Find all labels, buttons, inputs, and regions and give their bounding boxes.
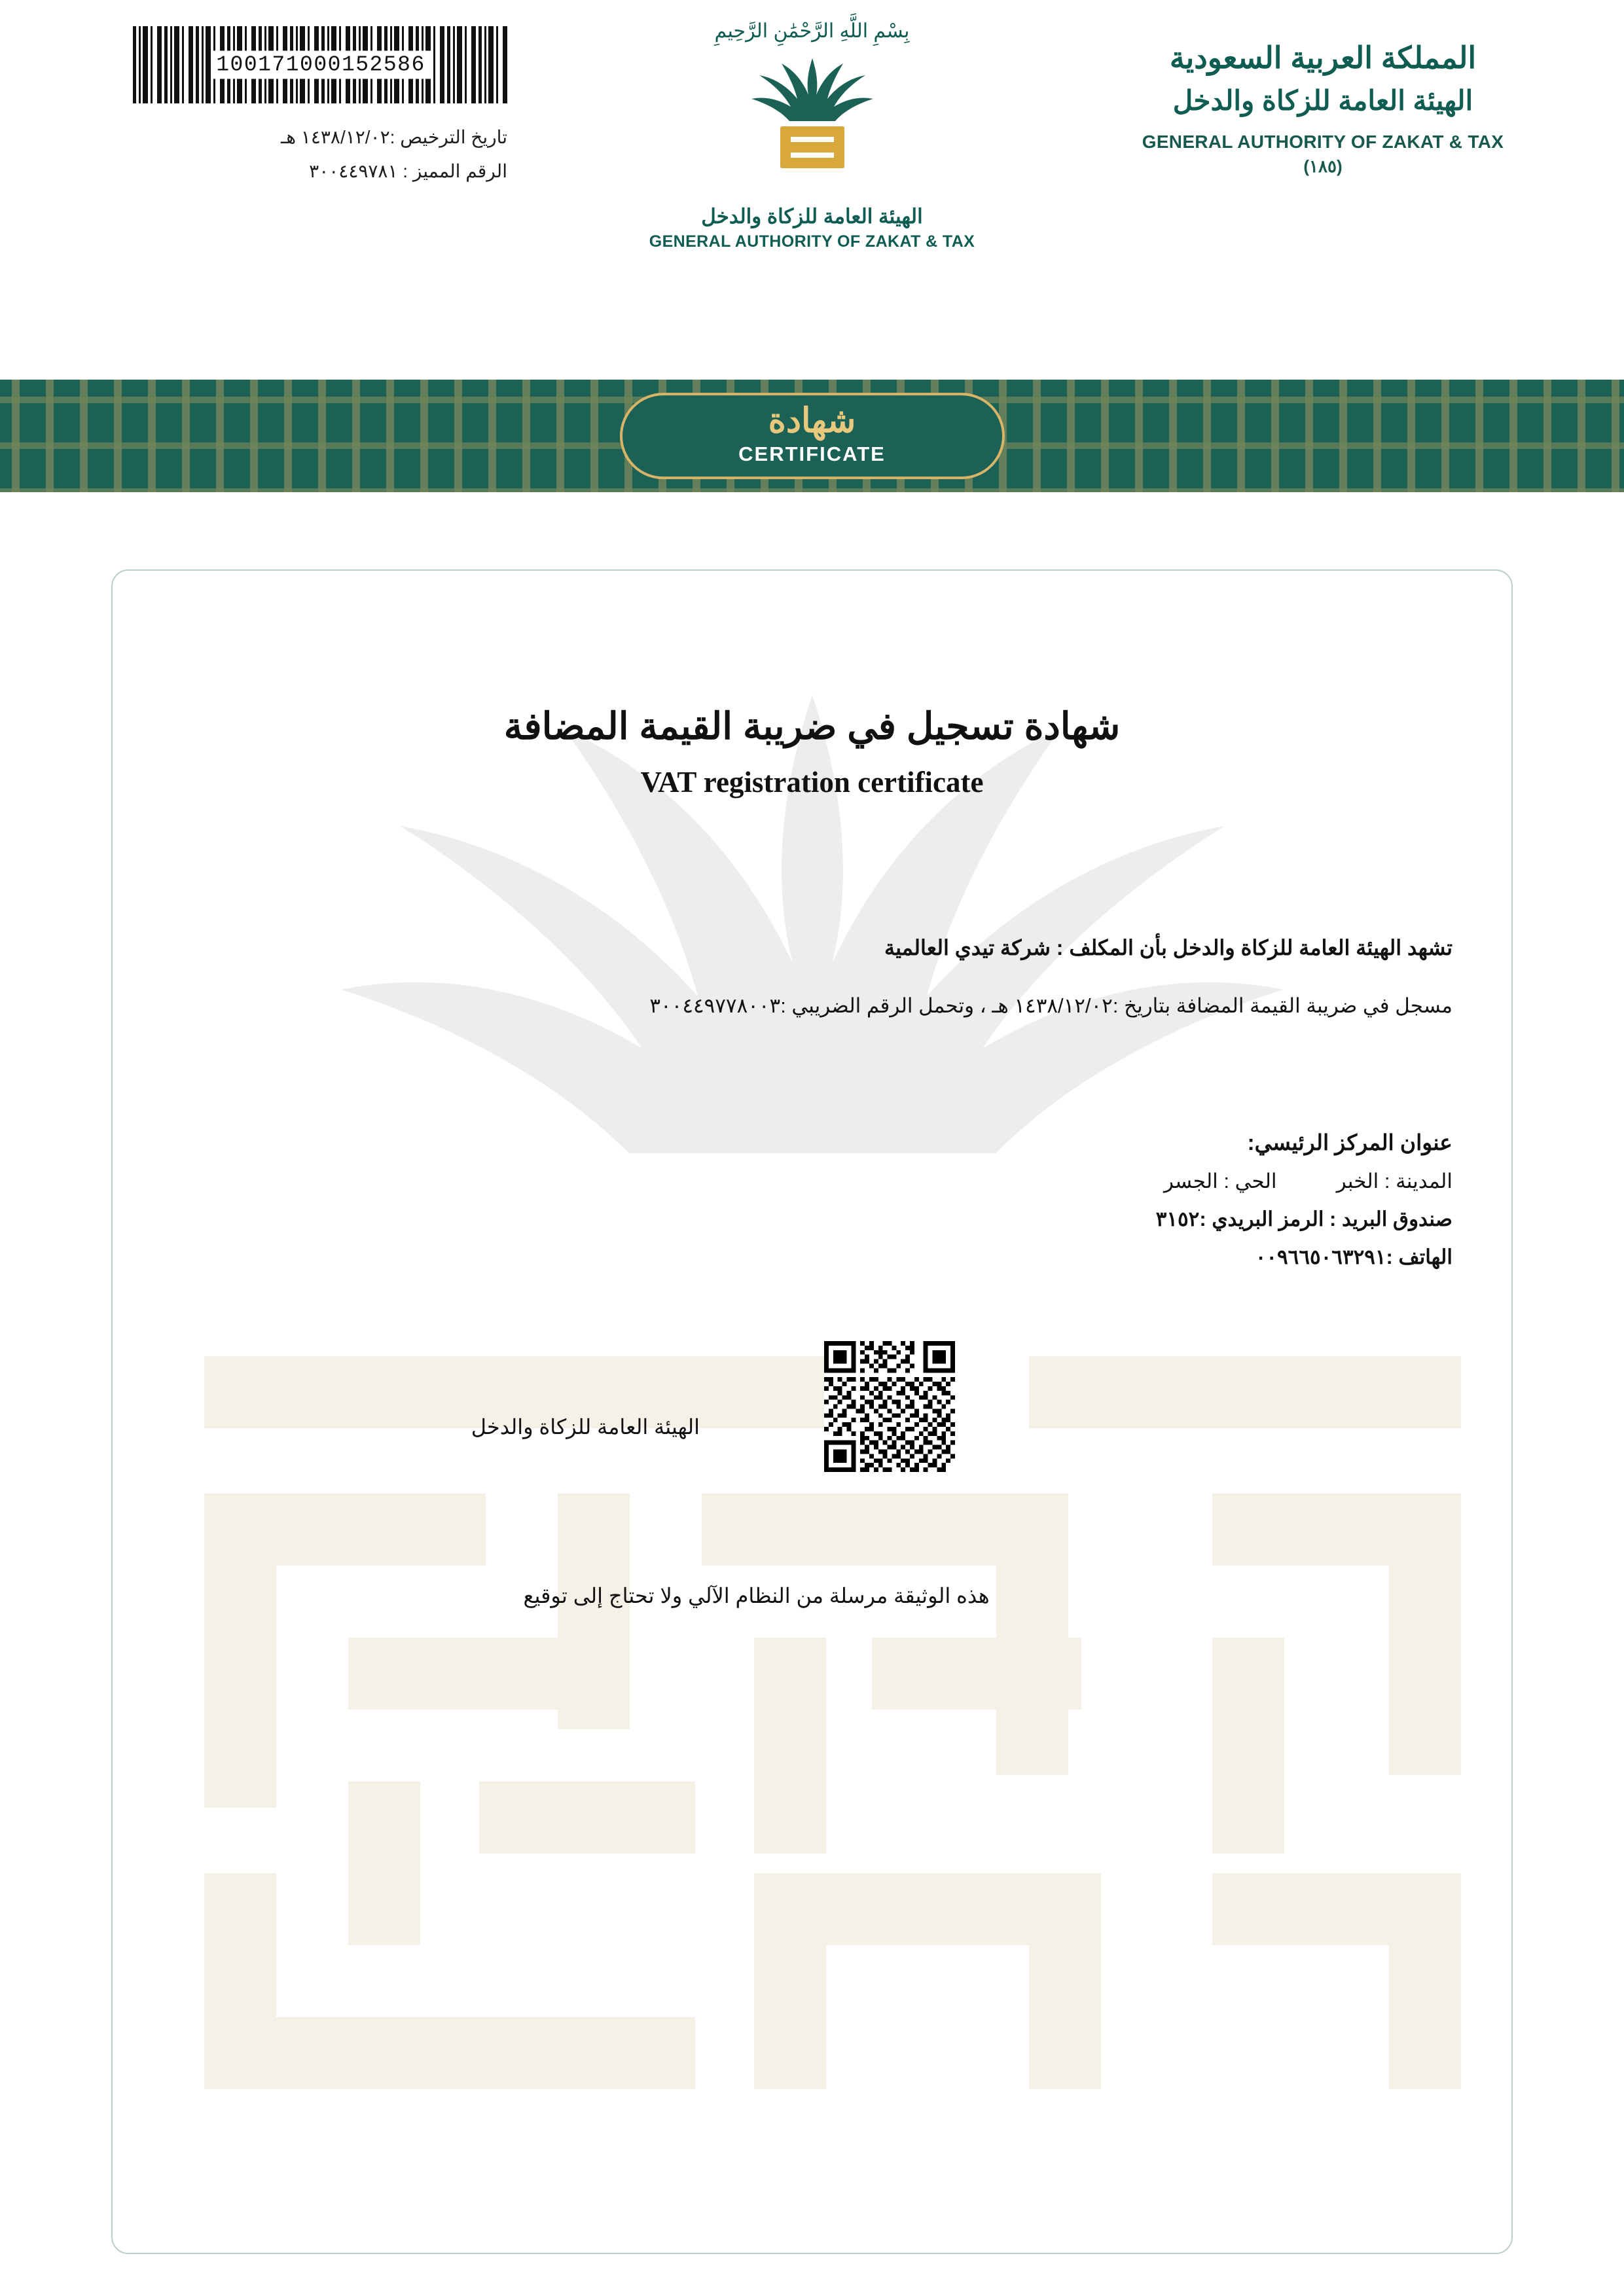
address-phone: الهاتف :٠٠٩٦٦٥٠٦٣٢٩١ — [1255, 1246, 1453, 1269]
address-title: عنوان المركز الرئيسي: — [1247, 1130, 1453, 1155]
emblem-calligraphy-line2: الهيئة العامة للزكاة والدخل — [1172, 84, 1473, 116]
emblem-calligraphy-line1: المملكة العربية السعودية — [1169, 41, 1477, 75]
auto-generated-note: هذه الوثيقة مرسلة من النظام الآلي ولا تحتاج إلى توقيع — [523, 1584, 990, 1608]
license-info — [118, 120, 524, 188]
emblem-code: (١٨٥) — [1303, 156, 1343, 176]
distinct-number: الرقم المميز : ٣٠٠٤٤٩٧٨١ — [309, 160, 507, 181]
certificate-title-en: VAT registration certificate — [640, 766, 984, 798]
license-date: تاريخ الترخيص :١٤٣٨/١٢/٠٢ هـ — [281, 127, 507, 147]
barcode-icon — [133, 26, 509, 103]
certificate-body — [111, 569, 1513, 2254]
certificate-title-ar: شهادة تسجيل في ضريبة القيمة المضافة — [503, 706, 1121, 747]
emblem-english-name: GENERAL AUTHORITY OF ZAKAT & TAX — [1142, 131, 1504, 152]
certificate-band — [0, 380, 1624, 492]
document-header — [0, 0, 1624, 380]
address-pobox: صندوق البريد : الرمز البريدي :٣١٥٢ — [1155, 1208, 1453, 1231]
certificate-band-label — [620, 393, 1005, 479]
address-city: المدينة : الخبر — [1336, 1170, 1453, 1193]
address-city-district — [270, 1170, 1453, 1193]
band-title-en: CERTIFICATE — [738, 442, 886, 465]
qr-code-icon — [824, 1341, 955, 1472]
band-title-ar: شهادة — [768, 402, 856, 440]
zakat-palm-logo-icon — [737, 46, 888, 197]
address-block — [171, 1130, 1453, 1269]
barcode-block — [118, 26, 524, 188]
address-district: الحي : الجسر — [1163, 1170, 1277, 1193]
statement-line-1: تشهد الهيئة العامة للزكاة والدخل بأن المكلف : شركة تيدي العالمية — [884, 936, 1453, 960]
statement-block — [171, 930, 1453, 1024]
center-logo — [583, 20, 1041, 251]
certificate-content — [113, 705, 1511, 1608]
issuing-authority-name: الهيئة العامة للزكاة والدخل — [471, 1415, 700, 1439]
signature-row — [171, 1341, 1453, 1511]
authority-emblem — [1100, 36, 1545, 177]
bismillah-text: بِسْمِ اللَّهِ الرَّحْمَٰنِ الرَّحِيمِ — [714, 20, 910, 42]
center-logo-caption-en: GENERAL AUTHORITY OF ZAKAT & TAX — [649, 232, 975, 251]
barcode-number: 100171000152586 — [211, 51, 431, 79]
statement-line-2: مسجل في ضريبة القيمة المضافة بتاريخ :١٤٣٨/١٢/٠٢ هـ ، وتحمل الرقم الضريبي :٣٠٠٤٤٩٧٧٨٠٠٣ — [649, 994, 1453, 1018]
center-logo-caption-ar: الهيئة العامة للزكاة والدخل — [701, 205, 923, 228]
